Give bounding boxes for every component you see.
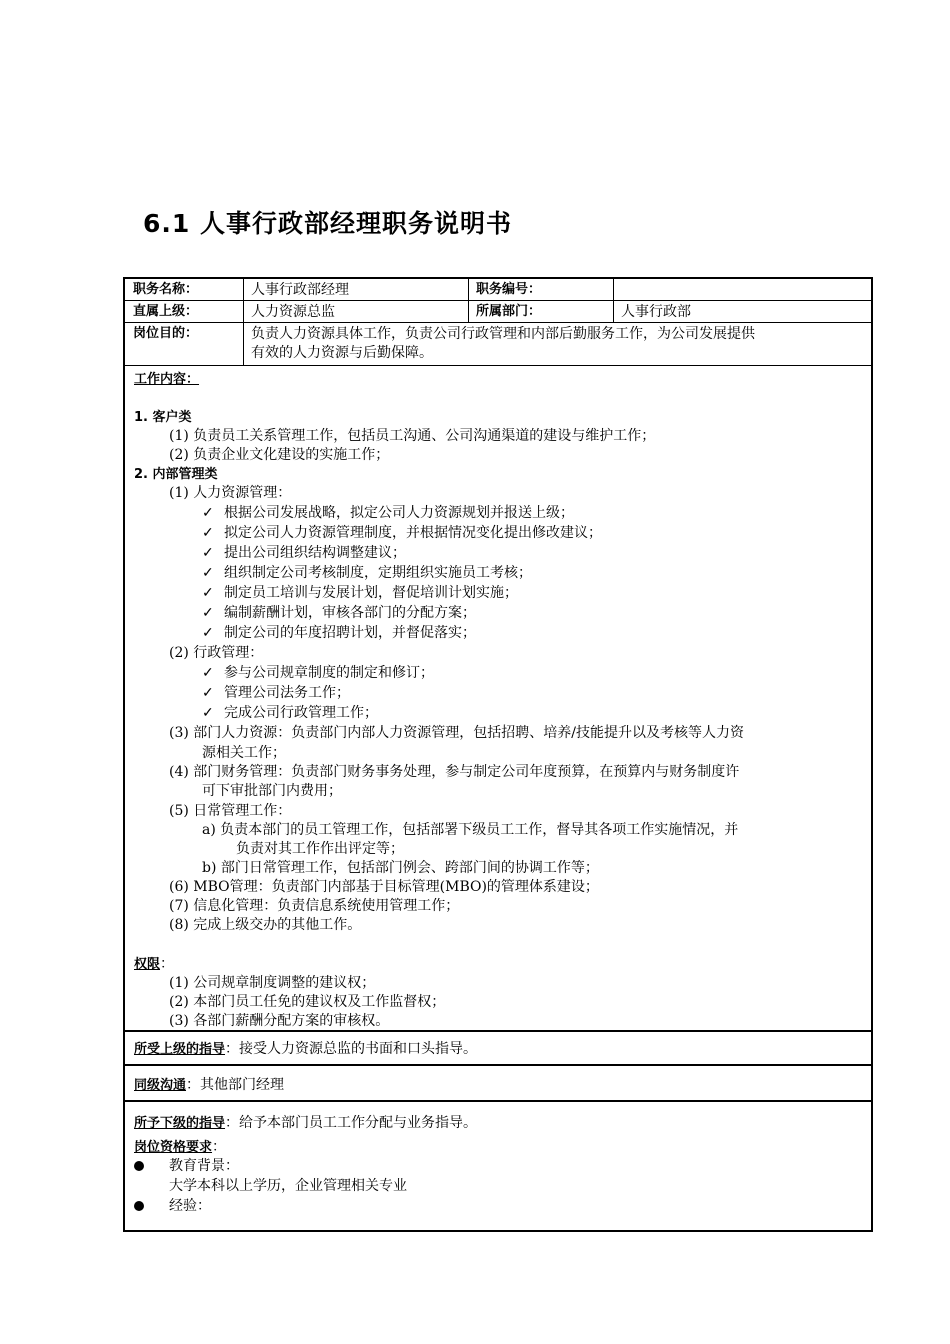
checkmark-icon: ✓ (202, 565, 214, 581)
subordinate-guidance: 所予下级的指导：给予本部门员工工作分配与业务指导。 (134, 1115, 478, 1131)
list-item: (4) 部门财务管理：负责部门财务事务处理，参与制定公司年度预算，在预算内与财务制度许 (169, 764, 740, 780)
experience-item: 经验： (134, 1195, 211, 1215)
job-no-value (613, 279, 871, 300)
job-no-label: 职务编号： (476, 282, 542, 297)
peer-communication-label: 同级沟通 (134, 1078, 187, 1093)
check-item: ✓ 制定员工培训与发展计划，督促培训计划实施； (202, 584, 518, 604)
subsection-title: (5) 日常管理工作： (169, 803, 292, 819)
check-item: ✓ 提出公司组织结构调整建议； (202, 544, 406, 564)
education-value: 大学本科以上学历，企业管理相关专业 (169, 1178, 407, 1194)
dept-value: 人事行政部 (621, 304, 691, 320)
list-item-cont: 源相关工作； (202, 745, 286, 761)
subsection-title: (2) 行政管理： (169, 645, 264, 661)
list-item: (8) 完成上级交办的其他工作。 (169, 917, 362, 933)
checkmark-icon: ✓ (202, 605, 214, 621)
checkmark-icon: ✓ (202, 545, 214, 561)
superior-guidance-label: 所受上级的指导 (134, 1042, 226, 1057)
bullet-icon (134, 1161, 144, 1171)
check-item: ✓ 拟定公司人力资源管理制度，并根据情况变化提出修改建议； (202, 524, 602, 544)
list-item: (3) 部门人力资源：负责部门内部人力资源管理，包括招聘、培养/技能提升以及考核等人力资 (169, 725, 744, 741)
education-item: 教育背景： (134, 1155, 239, 1175)
superior-guidance-row (125, 1032, 871, 1066)
check-item: ✓ 组织制定公司考核制度，定期组织实施员工考核； (202, 564, 532, 584)
subordinate-guidance-section (125, 1104, 871, 1230)
superior-label: 直属上级： (133, 304, 199, 319)
peer-communication-row (125, 1068, 871, 1102)
authority-heading: 权限： (134, 956, 175, 972)
checkmark-icon: ✓ (202, 585, 214, 601)
peer-communication-text: ：其他部门经理 (186, 1077, 285, 1093)
subsection-title: (1) 人力资源管理： (169, 485, 292, 501)
purpose-value (243, 323, 871, 365)
check-item: ✓ 编制薪酬计划，审核各部门的分配方案； (202, 604, 476, 624)
list-item: (2) 本部门员工任免的建议权及工作监督权； (169, 994, 446, 1010)
list-item: (6) MBO管理：负责部门内部基于目标管理(MBO)的管理体系建设； (169, 879, 599, 895)
list-item: (1) 公司规章制度调整的建议权； (169, 975, 376, 991)
checkmark-icon: ✓ (202, 685, 214, 701)
work-content-section (125, 365, 871, 1032)
job-name-label: 职务名称： (133, 282, 199, 297)
bullet-icon (134, 1201, 144, 1211)
category-title: 1. 客户类 (134, 410, 192, 425)
list-item: (1) 负责员工关系管理工作，包括员工沟通、公司沟通渠道的建设与维护工作； (169, 428, 656, 444)
list-item: (2) 负责企业文化建设的实施工作； (169, 447, 390, 463)
job-description-table (123, 277, 873, 1232)
checkmark-icon: ✓ (202, 665, 214, 681)
purpose-line: 有效的人力资源与后勤保障。 (251, 345, 433, 361)
list-item-cont: 可下审批部门内费用； (202, 783, 342, 799)
check-item: ✓ 参与公司规章制度的制定和修订； (202, 664, 434, 684)
check-item: ✓ 根据公司发展战略，拟定公司人力资源规划并报送上级； (202, 504, 574, 524)
checkmark-icon: ✓ (202, 505, 214, 521)
purpose-label: 岗位目的： (133, 326, 199, 341)
dept-label: 所属部门： (476, 304, 542, 319)
list-item-cont: 负责对其工作作出评定等； (236, 841, 404, 857)
list-item: (3) 各部门薪酬分配方案的审核权。 (169, 1013, 390, 1029)
purpose-line: 负责人力资源具体工作，负责公司行政管理和内部后勤服务工作，为公司发展提供 (251, 326, 755, 342)
work-heading: 工作内容： (134, 372, 200, 387)
checkmark-icon: ✓ (202, 525, 214, 541)
superior-guidance-text: ：接受人力资源总监的书面和口头指导。 (225, 1041, 478, 1057)
category-title: 2. 内部管理类 (134, 467, 218, 482)
qualification-heading: 岗位资格要求： (134, 1139, 227, 1155)
check-item: ✓ 管理公司法务工作； (202, 684, 350, 704)
superior-value: 人力资源总监 (251, 304, 335, 320)
header-grid (125, 279, 871, 366)
list-item: b) 部门日常管理工作，包括部门例会、跨部门间的协调工作等； (202, 860, 599, 876)
job-name-value: 人事行政部经理 (251, 282, 349, 298)
check-item: ✓ 完成公司行政管理工作； (202, 704, 378, 724)
list-item: (7) 信息化管理：负责信息系统使用管理工作； (169, 898, 460, 914)
page-title: 6.1 人事行政部经理职务说明书 (143, 209, 512, 238)
list-item: a) 负责本部门的员工管理工作，包括部署下级员工工作，督导其各项工作实施情况，并 (202, 822, 739, 838)
checkmark-icon: ✓ (202, 705, 214, 721)
checkmark-icon: ✓ (202, 625, 214, 641)
check-item: ✓ 制定公司的年度招聘计划，并督促落实； (202, 624, 476, 644)
